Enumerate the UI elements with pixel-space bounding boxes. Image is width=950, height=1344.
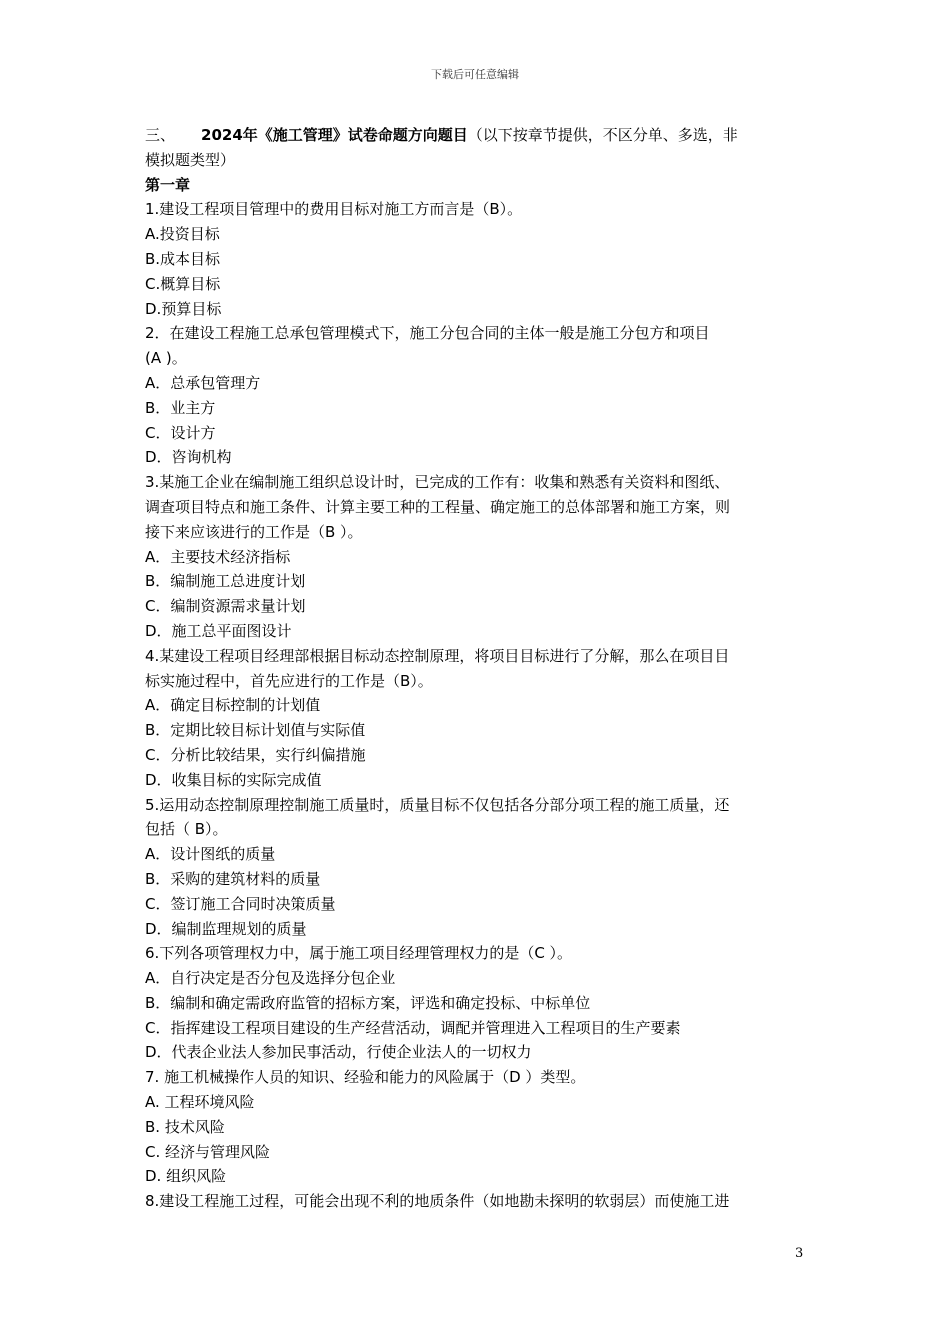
text-line: D.预算目标 [145,299,222,318]
text-line: B．业主方 [145,398,216,417]
document-body [145,123,805,1214]
text-line: 4.某建设工程项目经理部根据目标动态控制原理，将项目目标进行了分解，那么在项目目 [145,646,730,665]
text-line: A. 工程环境风险 [145,1093,255,1112]
text-line: B．采购的建筑材料的质量 [145,869,321,888]
text-line: C．指挥建设工程项目建设的生产经营活动，调配并管理进入工程项目的生产要素 [145,1018,681,1037]
text-line: 1.建设工程项目管理中的费用目标对施工方而言是（B）。 [145,200,523,219]
text-line: A．自行决定是否分包及选择分包企业 [145,969,396,988]
text-line: C．分析比较结果，实行纠偏措施 [145,745,366,764]
text-line: 调查项目特点和施工条件、计算主要工种的工程量、确定施工的总体部署和施工方案，则 [145,497,731,516]
text-line: A．设计图纸的质量 [145,845,276,864]
text-line: D．收集目标的实际完成值 [145,770,322,789]
text-line: 标实施过程中，首先应进行的工作是（B）。 [145,671,433,690]
section-title [145,123,805,148]
page-number: 3 [795,1246,804,1261]
text-line: D．编制监理规划的质量 [145,919,307,938]
text-line: B．定期比较目标计划值与实际值 [145,721,366,740]
text-line: 3.某施工企业在编制施工组织总设计时，已完成的工作有：收集和熟悉有关资料和图纸、 [145,473,730,492]
text-line: B．编制和确定需政府监管的招标方案，评选和确定投标、中标单位 [145,993,591,1012]
text-line: C．编制资源需求量计划 [145,597,306,616]
text-line: D．施工总平面图设计 [145,621,292,640]
text-line: C.概算目标 [145,274,221,293]
text-line: A．主要技术经济指标 [145,547,291,566]
text-line: 包括（ B）。 [145,820,228,839]
text-line: 6.下列各项管理权力中，属于施工项目经理管理权力的是（C ）。 [145,944,573,963]
text-line: 2．在建设工程施工总承包管理模式下，施工分包合同的主体一般是施工分包方和项目 [145,324,710,343]
text-line: B.成本目标 [145,249,221,268]
text-line: A．总承包管理方 [145,373,261,392]
title-prefix: 三、 [145,126,176,144]
title-bold: 2024年《施工管理》试卷命题方向题目 [201,126,468,144]
text-line: D．代表企业法人参加民事活动，行使企业法人的一切权力 [145,1043,532,1062]
text-line: A．确定目标控制的计划值 [145,696,321,715]
text-line: A.投资目标 [145,225,220,244]
text-line: (A )。 [145,349,187,368]
title-continuation: 模拟题类型） [145,150,236,169]
text-line: C．签订施工合同时决策质量 [145,894,336,913]
title-rest: （以下按章节提供，不区分单、多选，非 [467,126,738,144]
page-header: 下载后可任意编辑 [431,68,519,81]
text-line: D. 组织风险 [145,1167,227,1186]
text-line: 8.建设工程施工过程，可能会出现不利的地质条件（如地勘未探明的软弱层）而使施工进 [145,1192,730,1211]
text-line: B．编制施工总进度计划 [145,572,306,591]
text-line: 接下来应该进行的工作是（B ）。 [145,522,363,541]
text-line: B. 技术风险 [145,1117,225,1136]
text-line: D．咨询机构 [145,448,232,467]
text-line: 7. 施工机械操作人员的知识、经验和能力的风险属于（D ）类型。 [145,1068,586,1087]
text-line: C. 经济与管理风险 [145,1142,271,1161]
text-line: C．设计方 [145,423,216,442]
text-line: 5.运用动态控制原理控制施工质量时，质量目标不仅包括各分部分项工程的施工质量，还 [145,795,730,814]
chapter-heading: 第一章 [145,175,191,194]
question-list [145,197,805,1214]
